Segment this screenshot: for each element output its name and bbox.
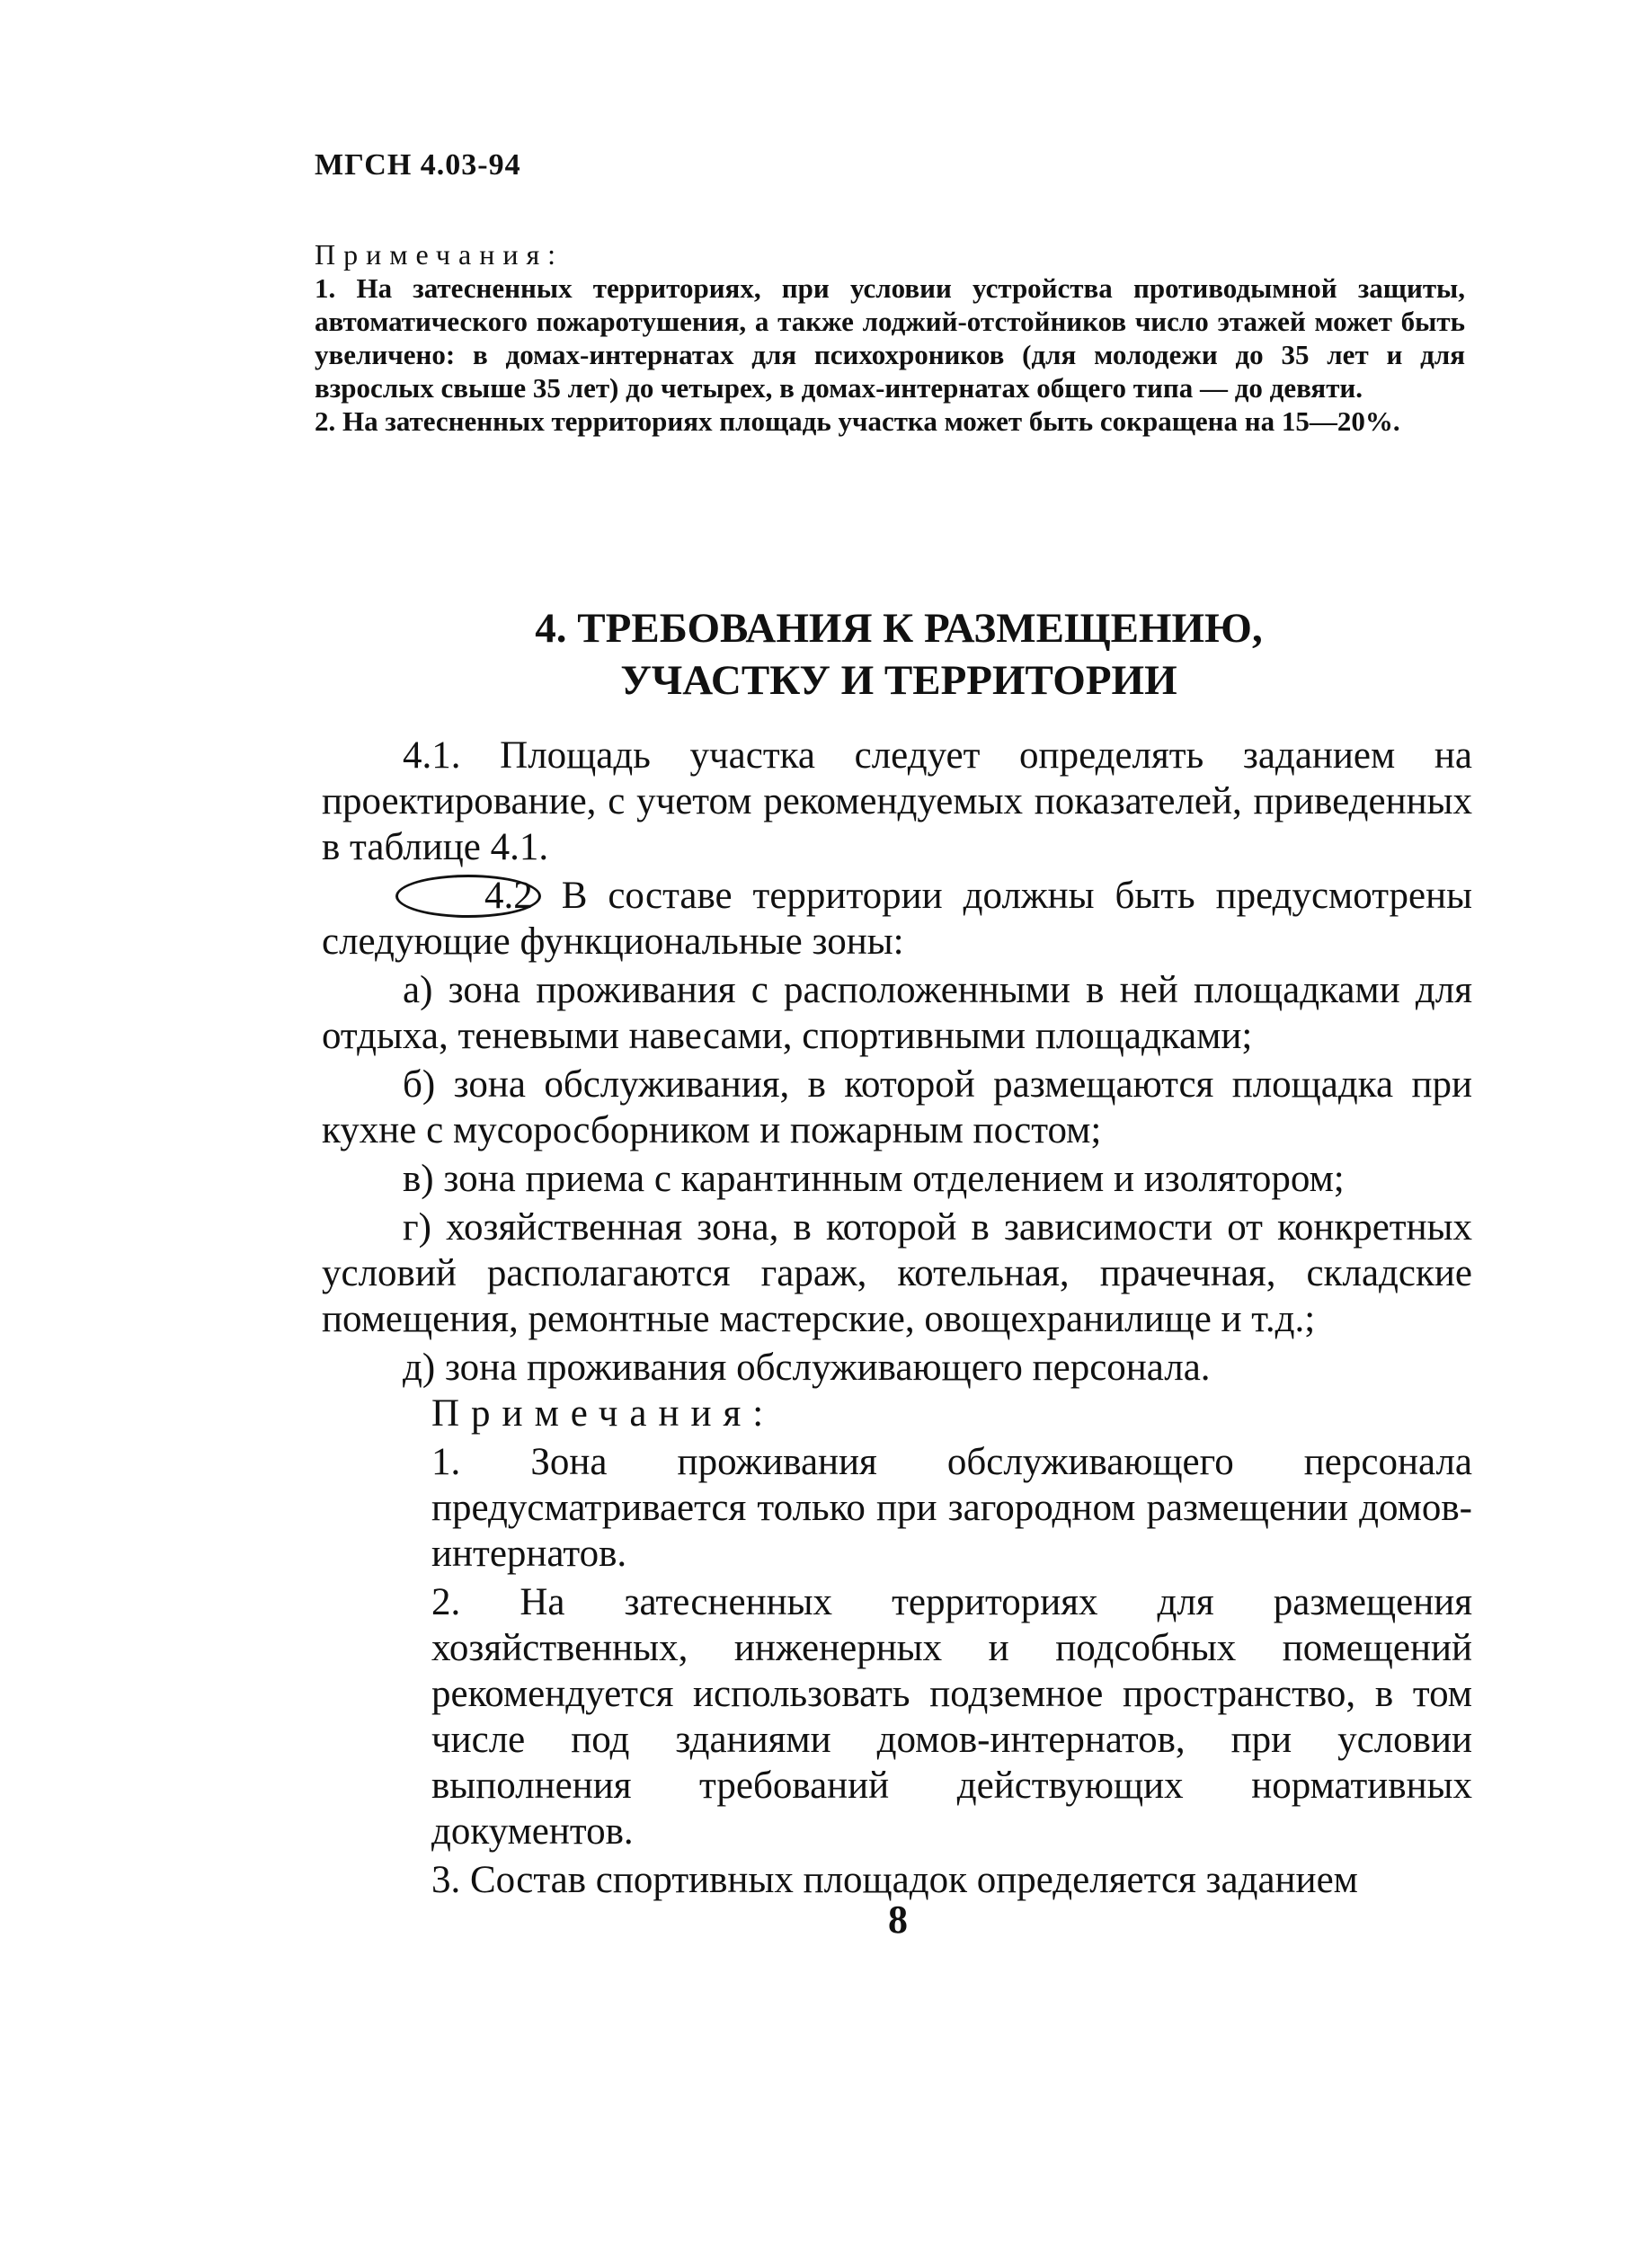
zone-a: а) зона проживания с расположенными в ней площадками для отдыха, теневыми навесами, спортивными площадками; xyxy=(322,969,1472,1057)
top-notes-title: Примечания: xyxy=(315,238,564,271)
clause-4-2 xyxy=(322,873,1472,965)
bottom-note-2: 2. На затесненных территориях для размещения хозяйственных, инженерных и подсобных помещений рекомендуется использовать подземное пространство, в том числе под зданиями домов-интернатов, при условии выполнения требований действующих нормативных документов. xyxy=(431,1581,1472,1853)
bottom-notes xyxy=(322,1391,1472,1903)
section-title xyxy=(315,602,1483,707)
top-note-1: 1. На затесненных территориях, при условии устройства противодымной защиты, автоматического пожаротушения, а также лоджий-отстойников число этажей может быть увеличено: в домах-интернатах для психохроников (для молодежи до 35 лет и для взрослых свыше 35 лет) до четырех, в домах-интернатах общего типа — до девяти. xyxy=(315,272,1465,404)
document-code: МГСН 4.03-94 xyxy=(315,148,521,182)
bottom-note-3: 3. Состав спортивных площадок определяется заданием xyxy=(431,1859,1358,1901)
bottom-note-1: 1. Зона проживания обслуживающего персонала предусматривается только при загородном размещении домов-интернатов. xyxy=(431,1441,1472,1575)
bottom-notes-title: Примечания: xyxy=(431,1392,776,1435)
clause-4-1: 4.1. Площадь участка следует определять заданием на проектирование, с учетом рекомендуемых показателей, приведенных в таблице 4.1. xyxy=(322,734,1472,868)
section-body xyxy=(322,733,1472,1903)
page-number: 8 xyxy=(888,1898,908,1942)
zone-v: в) зона приема с карантинным отделением и изолятором; xyxy=(403,1158,1345,1200)
top-note-2: 2. На затесненных территориях площадь участка может быть сокращена на 15—20%. xyxy=(315,405,1400,437)
top-notes xyxy=(315,238,1465,438)
section-title-line-2: УЧАСТКУ И ТЕРРИТОРИИ xyxy=(620,657,1177,704)
clause-4-2-text: В составе территории должны быть предусмотрены следующие функциональные зоны: xyxy=(322,875,1473,963)
circled-clause-number: 4.2 xyxy=(395,875,541,918)
zone-b: б) зона обслуживания, в которой размещаются площадка при кухне с мусоросборником и пожарным постом; xyxy=(322,1063,1472,1151)
section-title-line-1: 4. ТРЕБОВАНИЯ К РАЗМЕЩЕНИЮ, xyxy=(535,605,1263,652)
zone-g: г) хозяйственная зона, в которой в зависимости от конкретных условий располагаются гараж, котельная, прачечная, складские помещения, ремонтные мастерские, овощехранилище и т.д.; xyxy=(322,1206,1472,1340)
zone-d: д) зона проживания обслуживающего персонала. xyxy=(403,1347,1211,1389)
